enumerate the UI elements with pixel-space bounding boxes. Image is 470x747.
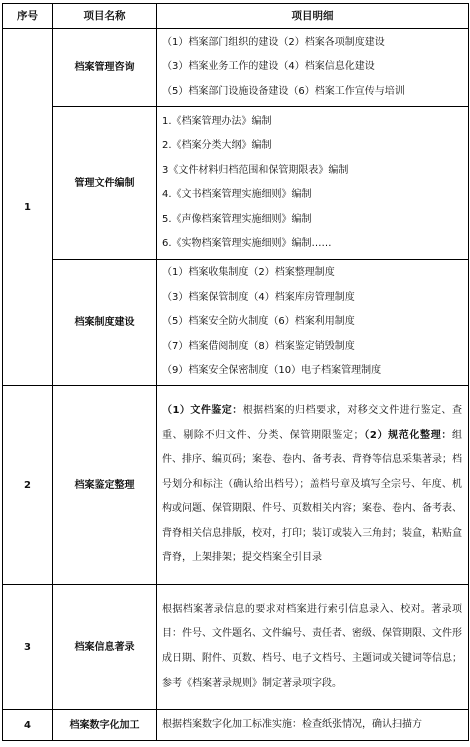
table-row [3,107,469,260]
row-detail [157,710,469,741]
detail-bold: （2）规范化整理： [363,429,452,441]
detail-line: （9）档案安全保密制度（10）电子档案管理制度 [162,365,382,377]
row-seq: 3 [3,585,53,710]
detail-bold: （1）文件鉴定： [162,404,243,416]
detail-paragraph [162,396,462,574]
detail-line: （3）档案业务工作的建设（4）档案信息化建设 [162,61,375,73]
detail-text: 根据档案的归档要求，对移交文件进行鉴定、查重、剔除不归文件、分类、保管期限鉴定； [162,404,462,441]
row-name: 档案信息著录 [53,585,157,710]
table-header-row [3,4,469,29]
row-detail [157,386,469,585]
table-row [3,386,469,585]
detail-line: （3）档案保管制度（4）档案库房管理制度 [162,291,355,303]
row-detail [157,107,469,260]
row-name: 档案鉴定整理 [53,386,157,585]
detail-line: 5.《声像档案管理实施细则》编制 [162,213,312,225]
header-name: 项目名称 [53,4,157,29]
detail-text: 组件、排序、编页码；案卷、卷内、备考表、背脊等信息采集著录；档号划分和标注（确认给出档号）；盖档号章及填写全宗号、年度、机构或问题、保管期限、件号、页数相关内容；案卷、卷内、备考表、背脊相关信息排版，校对，打印；装订或装入三角封；装盒，粘贴盒背脊，上架排架；提交档案全引目录 [162,429,462,564]
detail-line: （1）档案收集制度（2）档案整理制度 [162,267,335,279]
detail-line: （5）档案安全防火制度（6）档案利用制度 [162,316,355,328]
row-name: 档案管理咨询 [53,29,157,107]
header-detail: 项目明细 [157,4,469,29]
table-row [3,585,469,710]
row-seq: 1 [3,29,53,386]
detail-paragraph: 根据档案著录信息的要求对档案进行索引信息录入、校对。著录项目：件号、文件题名、文件编号、责任者、密级、保管期限、文件形成日期、附件、页数、档号、电子文档号、主题词或关键词等信息；参考《档案著录规则》制定著录项字段。 [162,603,462,689]
detail-line: 1.《档案管理办法》编制 [162,115,272,127]
project-table [2,3,469,741]
table-row [3,29,469,107]
row-name: 档案制度建设 [53,260,157,386]
detail-line: （5）档案部门设施设备建设（6）档案工作宣传与培训 [162,85,405,97]
row-name: 管理文件编制 [53,107,157,260]
row-seq: 2 [3,386,53,585]
row-detail [157,29,469,107]
row-name: 档案数字化加工 [53,710,157,741]
detail-line: 4.《文书档案管理实施细则》编制 [162,189,312,200]
detail-line: （1）档案部门组织的建设（2）档案各项制度建设 [162,36,385,48]
detail-line: 3《文件材料归档范围和保管期限表》编制 [162,164,349,176]
row-detail [157,260,469,386]
detail-line: 6.《实物档案管理实施细则》编制…… [162,238,332,249]
detail-paragraph: 根据档案数字化加工标准实施：检查纸张情况，确认扫描方 [162,719,422,730]
header-seq: 序号 [3,4,53,29]
table-row [3,710,469,741]
row-seq: 4 [3,710,53,741]
row-detail [157,585,469,710]
detail-line: （7）档案借阅制度（8）档案鉴定销毁制度 [162,340,355,352]
detail-line: 2.《档案分类大纲》编制 [162,140,272,151]
table-row [3,260,469,386]
